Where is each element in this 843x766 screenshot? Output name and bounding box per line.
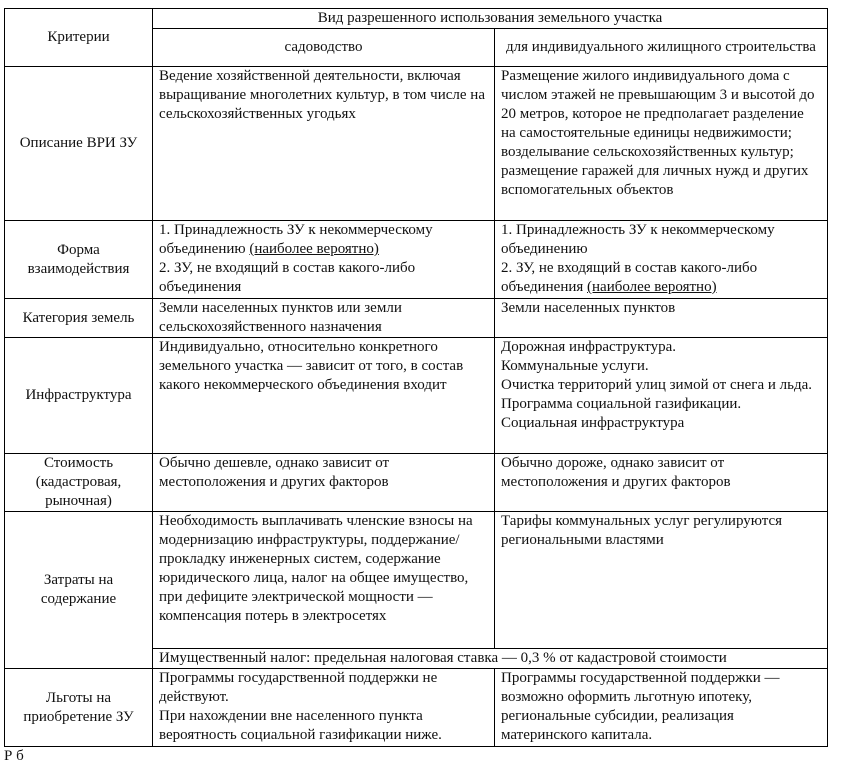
infrastructure-item: Очистка территорий улиц зимой от снега и льда. <box>501 377 812 393</box>
row-description <box>5 67 828 221</box>
ijs-option-1: 1. Принадлежность ЗУ к некоммерческому объединению <box>501 222 775 257</box>
gardening-column-header: садоводство <box>153 29 495 67</box>
criterion-label: Инфраструктура <box>5 338 153 454</box>
criterion-label: Стоимость (кадастровая, рыночная) <box>5 454 153 512</box>
gardening-option-2: 2. ЗУ, не входящий в состав какого-либо объединения <box>159 260 416 295</box>
cell-ijs: Земли населенных пунктов <box>495 299 828 338</box>
cell-ijs: Размещение жилого индивидуального дома с числом этажей не превышающим 3 и высотой до 20 метров, которое не предполагает разделение на самостоятельные единицы недвижимости; возделывание сельскохозяйственных культур; размещение гаражей для личных нужд и других вспомогательных объектов <box>495 67 828 221</box>
infrastructure-item: Программа социальной газификации. <box>501 396 742 412</box>
gardening-option-1: 1. Принадлежность ЗУ к некоммерческому объединению <box>159 222 433 257</box>
row-maintenance <box>5 512 828 649</box>
criterion-label: Форма взаимодействия <box>5 221 153 299</box>
cell-gardening: Индивидуально, относительно конкретного земельного участка — зависит от того, в состав какого некоммерческого объединения входит <box>153 338 495 454</box>
most-likely-note: (наиболее вероятно) <box>249 241 379 257</box>
cell-gardening: Земли населенных пунктов или земли сельскохозяйственного назначения <box>153 299 495 338</box>
criterion-label: Описание ВРИ ЗУ <box>5 67 153 221</box>
cell-gardening <box>153 669 495 747</box>
row-infrastructure <box>5 338 828 454</box>
benefit-line: При нахождении вне населенного пункта вероятность социальной газификации ниже. <box>159 708 442 743</box>
criteria-header: Критерии <box>5 9 153 67</box>
cell-ijs: Обычно дороже, однако зависит от местоположения и других факторов <box>495 454 828 512</box>
cell-ijs: Тарифы коммунальных услуг регулируются региональными властями <box>495 512 828 649</box>
cell-gardening <box>153 221 495 299</box>
cell-gardening: Необходимость выплачивать членские взносы на модернизацию инфраструктуры, поддержание/прокладку инженерных систем, содержание юридического лица, налог на общее имущество, при дефиците электрической мощности — компенсация потерь в электросетях <box>153 512 495 649</box>
cell-ijs <box>495 221 828 299</box>
header-row-1 <box>5 9 828 29</box>
cell-ijs: Программы государственной поддержки — возможно оформить льготную ипотеку, региональные субсидии, реализация материнского капитала. <box>495 669 828 747</box>
benefit-line: Программы государственной поддержки не действуют. <box>159 670 438 705</box>
infrastructure-item: Коммунальные услуги. <box>501 358 649 374</box>
infrastructure-item: Дорожная инфраструктура. <box>501 339 677 355</box>
land-use-comparison-table <box>4 8 828 747</box>
criterion-label: Затраты на содержание <box>5 512 153 669</box>
cell-gardening: Обычно дешевле, однако зависит от местоположения и других факторов <box>153 454 495 512</box>
footer-text-fragment: Р б <box>4 748 24 764</box>
ijs-column-header: для индивидуального жилищного строительства <box>495 29 828 67</box>
row-interaction <box>5 221 828 299</box>
land-use-group-header: Вид разрешенного использования земельного участка <box>153 9 828 29</box>
row-benefits <box>5 669 828 747</box>
criterion-label: Льготы на приобретение ЗУ <box>5 669 153 747</box>
row-category <box>5 299 828 338</box>
criterion-label: Категория земель <box>5 299 153 338</box>
cell-gardening: Ведение хозяйственной деятельности, включая выращивание многолетних культур, в том числе на сельскохозяйственных угодьях <box>153 67 495 221</box>
cell-shared-property-tax: Имущественный налог: предельная налоговая ставка — 0,3 % от кадастровой стоимости <box>153 649 828 669</box>
most-likely-note: (наиболее вероятно) <box>587 279 717 295</box>
ijs-option-2: 2. ЗУ, не входящий в состав какого-либо объединения <box>501 260 758 295</box>
row-cost <box>5 454 828 512</box>
infrastructure-item: Социальная инфраструктура <box>501 415 685 431</box>
cell-ijs <box>495 338 828 454</box>
